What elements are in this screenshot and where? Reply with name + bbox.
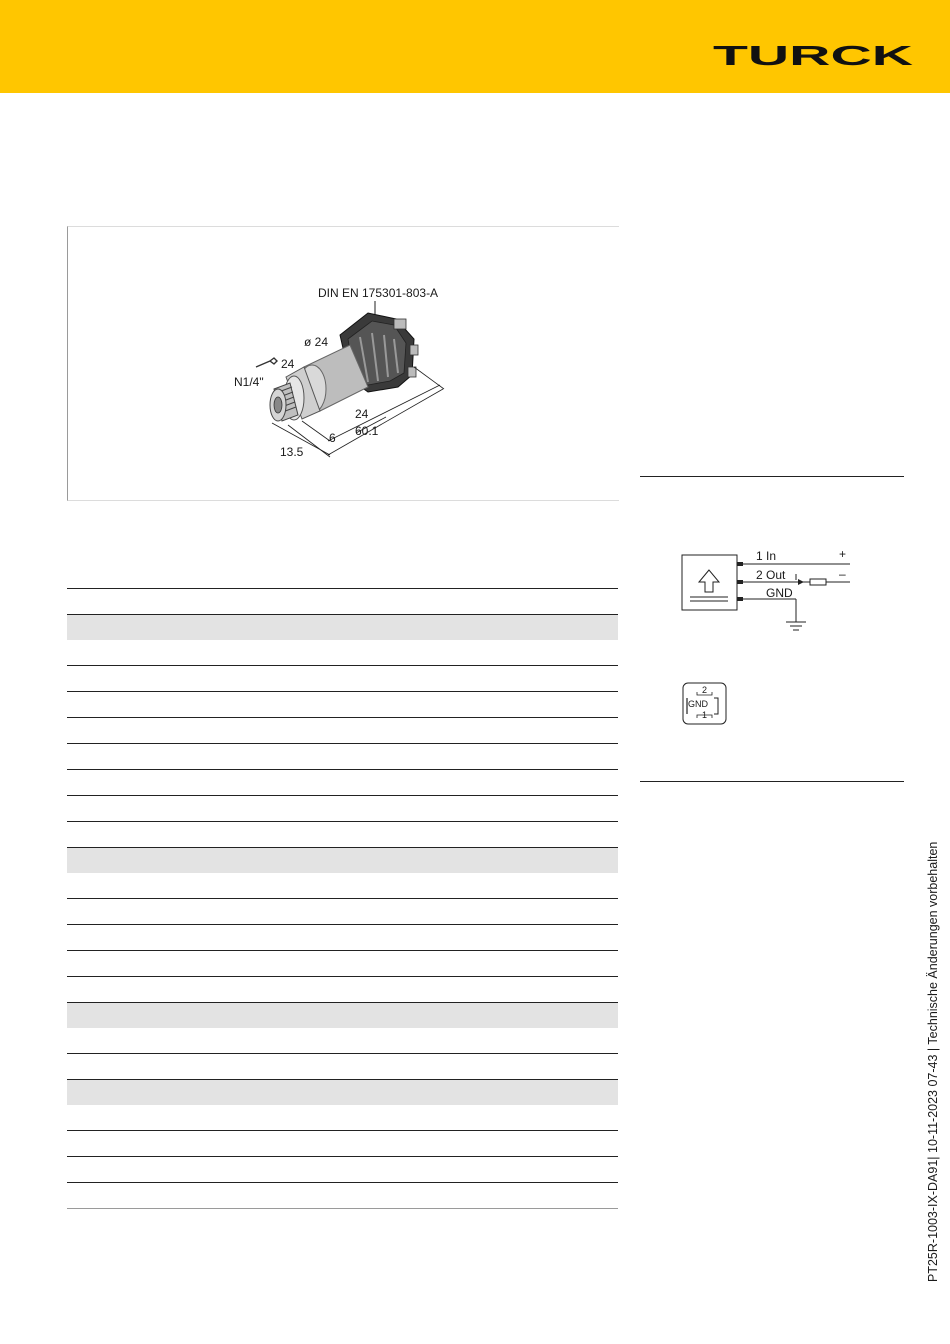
table-row <box>67 795 618 821</box>
table-row <box>67 640 618 665</box>
table-row <box>67 1028 618 1053</box>
wire-minus-label: – <box>839 567 846 581</box>
table-section-row <box>67 1002 618 1028</box>
svg-text:TURCK: TURCK <box>713 44 913 68</box>
table-section-row <box>67 1079 618 1105</box>
step-length-label: 6 <box>329 431 336 445</box>
pin-top-label: 2 <box>702 685 708 695</box>
sensor-drawing <box>68 227 619 500</box>
table-row <box>67 898 618 924</box>
wire-gnd-label: GND <box>766 586 793 600</box>
turck-logo <box>712 44 914 68</box>
table-section-row <box>67 847 618 873</box>
table-row <box>67 665 618 691</box>
thread-label: N1/4" <box>234 375 264 389</box>
table-row <box>67 717 618 743</box>
body-length-label: 24 <box>355 407 369 421</box>
table-row <box>67 769 618 795</box>
wire-pin2-label: 2 Out <box>756 568 786 582</box>
pin-bottom-label: 1 <box>702 710 708 720</box>
side-rule-bottom <box>640 781 904 782</box>
wiring-diagram <box>676 546 866 642</box>
technical-data-table <box>67 588 618 1209</box>
table-row <box>67 691 618 717</box>
connector-standard-label: DIN EN 175301-803-A <box>318 286 439 300</box>
table-row <box>67 821 618 847</box>
table-row <box>67 924 618 950</box>
table-row <box>67 1156 618 1182</box>
dimension-drawing <box>67 226 619 501</box>
table-row <box>67 1182 618 1208</box>
table-section-row <box>67 614 618 640</box>
connector-pin-view <box>682 682 728 726</box>
pin-gnd-label: GND <box>688 699 708 709</box>
wire-pin1-label: 1 In <box>756 549 777 563</box>
header-band <box>0 0 950 93</box>
table-row <box>67 1130 618 1156</box>
diameter-label: ø 24 <box>304 335 329 349</box>
table-row <box>67 950 618 976</box>
table-end-rule <box>67 1208 618 1209</box>
table-row <box>67 743 618 769</box>
table-row <box>67 976 618 1002</box>
table-row <box>67 1053 618 1079</box>
wrench-size-label: 24 <box>281 357 295 371</box>
table-row <box>67 588 618 614</box>
table-row <box>67 1105 618 1130</box>
wire-plus-label: + <box>839 547 847 561</box>
total-length-label: 60.1 <box>355 424 379 438</box>
document-footer-vertical: PT25R-1003-IX-DA91| 10-11-2023 07-43 | Technische Änderungen vorbehalten <box>926 841 940 1282</box>
side-rule-top <box>640 476 904 477</box>
table-row <box>67 873 618 898</box>
thread-length-label: 13.5 <box>280 445 304 459</box>
